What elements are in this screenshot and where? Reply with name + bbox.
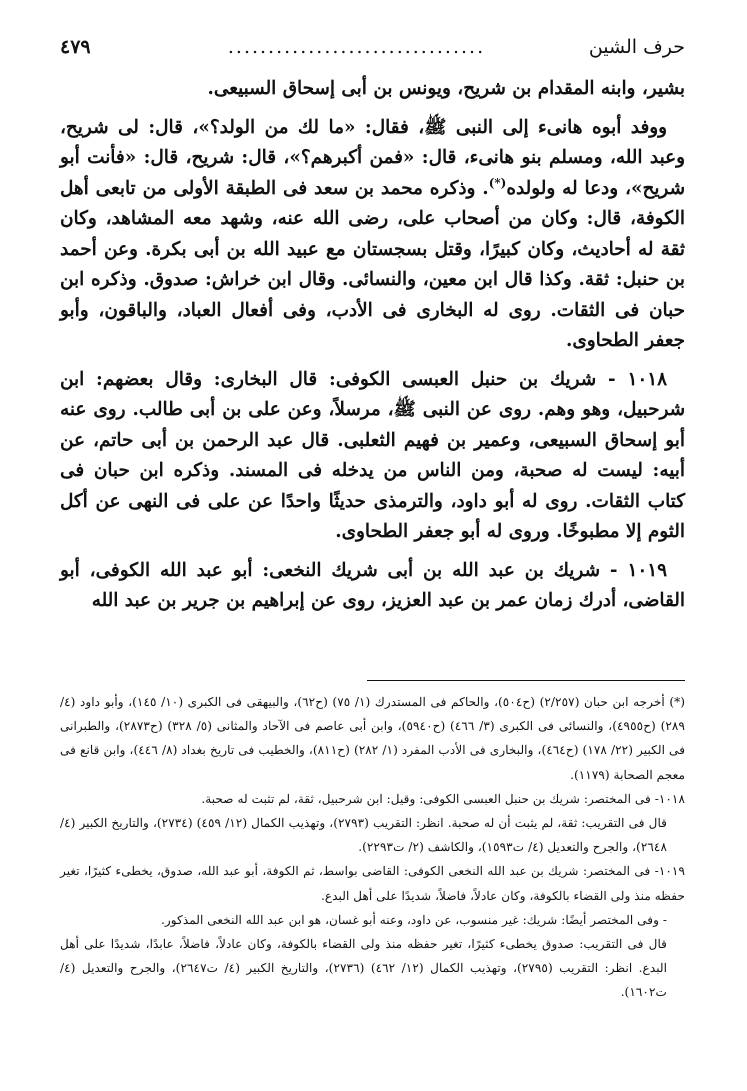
entry-1018: ١٠١٨ - شريك بن حنبل العبسى الكوفى: قال البخارى: وقال بعضهم: ابن شرحبيل، وهو وهم. روى عن النبى ﷺ، مرسلاً، وعن على بن أبى طالب. روى عنه أبو إسحاق السبيعى، وعمير بن فهيم الثعلبى. قال عبد الرحمن بن أبى حاتم، عن أبيه: ليست له صحبة، ومن الناس من يدخله فى المسند. وذكره ابن حبان فى كتاب الثقات. روى له أبو داود، والترمذى حديثًا واحدًا عن على فى النهى عن أكل الثوم إلا مطبوخًا. وروى له أبو جعفر الطحاوى. (60, 368, 685, 542)
footnote-1019-note: - وفى المختصر أيضًا: شريك: غير منسوب، عن داود، وعنه أبو غسان، هو ابن عبد الله النخعى المذكور. (160, 912, 667, 927)
footnote-1018: ١٠١٨- فى المختصر: شريك بن حنبل العبسى الكوفى: وقيل: ابن شرحبيل، ثقة، لم تثبت له صحبة. (201, 791, 685, 806)
main-text (60, 74, 685, 625)
paragraph-2-part-b: . وذكره محمد بن سعد فى الطبقة الأولى من تابعى أهل الكوفة، قال: وكان من أصحاب على، رضى الله عنه، وشهد معه المشاهد، وكان ثقة له أحاديث، وكان كبيرًا، وقتل بسجستان مع عبيد الله بن أبى بكرة. وعن أحمد بن حنبل: ثقة. وكذا قال ابن معين، والنسائى. وقال ابن خراش: صدوق. وذكره ابن حبان فى الثقات. روى له البخارى فى الأدب، وفى أفعال العباد، والباقون، وأبو جعفر الطحاوى. (60, 177, 685, 351)
paragraph-2-part-a: ووفد أبوه هانىء إلى النبى ﷺ، فقال: «ما لك من الولد؟»، قال: لى شريح، وعبد الله، ومسلم بنو هانىء، قال: «فمن أكبرهم؟»، قال: شريح، قال: «فأنت أبو شريح»، ودعا له ولولده (60, 116, 685, 199)
footnote-marker: (*) (488, 175, 507, 190)
paragraph-2 (60, 113, 685, 357)
page-number: ٤٧٩ (60, 36, 91, 58)
book-page (60, 30, 685, 1070)
footnote-star: (*) أخرجه ابن حبان (٢/٢٥٧) (ح٥٠٤)، والحاكم فى المستدرك (١/ ٧٥) (ح٦٢)، والبيهقى فى الكبرى (١٠/ ١٤٥)، وأبو داود (٤/ ٢٨٩) (ح٤٩٥٥)، والنسائى فى الكبرى (٣/ ٤٦٦) (ح٥٩٤٠)، وابن أبى عاصم فى الآحاد والمثانى (٥/ ٣٢٨) (ح٢٨٧٣)، والطبرانى فى الكبير (٢٢/ ١٧٨) (ح٤٦٤)، والبخارى فى الأدب المفرد (١/ ٢٨٢) (ح٨١١)، والخطيب فى تاريخ بغداد (٨/ ٤٤٦)، وابن قانع فى معجم الصحابة (١١٧٩). (60, 695, 686, 782)
footnote-1019: ١٠١٩- فى المختصر: شريك بن عبد الله النخعى الكوفى: القاضى بواسط، ثم الكوفة، أبو عبد الله، صدوق، يخطىء كثيرًا، تغير حفظه منذ ولى القضاء بالكوفة، وكان عادلاً، فاضلاً، شديدًا على أهل البدع. (60, 864, 685, 903)
running-header (60, 30, 685, 64)
footnote-1018-detail: قال فى التقريب: ثقة، لم يثبت أن له صحبة. انظر: التقريب (٢٧٩٣)، وتهذيب الكمال (١٢/ ٤٥٩) (٢٧٣٤)، والتاريخ الكبير (٤/ ٢٦٤٨)، والجرح والتعديل (٤/ ت١٥٩٣)، والكاشف (٢/ ت٢٢٩٣). (60, 816, 667, 855)
paragraph-1: بشير، وابنه المقدام بن شريح، ويونس بن أبى إسحاق السبيعى. (207, 78, 685, 99)
footnote-divider (367, 680, 685, 681)
header-title: حرف الشين (588, 36, 685, 58)
header-leader-dots: ................................ (227, 36, 486, 58)
entry-1019: ١٠١٩ - شريك بن عبد الله بن أبى شريك النخعى: أبو عبد الله الكوفى، أبو القاضى، أدرك زمان عمر بن عبد العزيز، روى عن إبراهيم بن جرير بن عبد الله (60, 559, 685, 611)
footnote-1019-detail: قال فى التقريب: صدوق يخطىء كثيرًا، تغير حفظه منذ ولى القضاء بالكوفة، وكان عادلاً، فاضلاً، عابدًا، شديدًا على أهل البدع. انظر: التقريب (٢٧٩٥)، وتهذيب الكمال (١٢/ ٤٦٢) (٢٧٣٦)، والتاريخ الكبير (٤/ ت٢٦٤٧)، والجرح والتعديل (٤/ ت١٦٠٢). (60, 937, 667, 1000)
footnotes (60, 690, 685, 1005)
